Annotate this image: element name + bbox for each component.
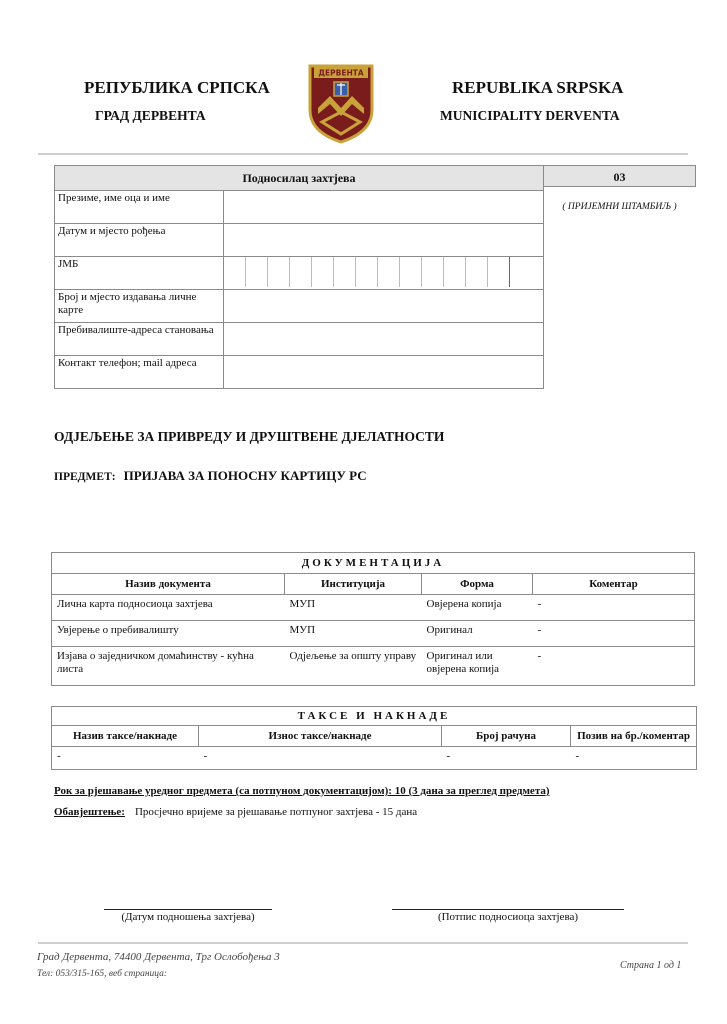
field-label: Број и мјесто издавања личне карте [55, 290, 224, 323]
document-name: Лична карта подносиоца захтјева [52, 595, 285, 621]
fee-account: - [442, 747, 571, 770]
notice-label: Обавјештење: [54, 806, 125, 818]
birth-date-place-field[interactable] [224, 224, 544, 257]
contact-field[interactable] [224, 356, 544, 389]
subject-label: ПРЕДМЕТ: [54, 471, 116, 483]
fee-name: - [52, 747, 199, 770]
date-signature-line[interactable] [104, 909, 272, 910]
jmb-digit-cells [224, 257, 543, 287]
footer-contact: Тел: 053/315-165, веб страница: [37, 969, 168, 979]
footer-divider [38, 942, 688, 944]
field-label: ЈМБ [55, 257, 224, 290]
applicant-row-jmb [55, 257, 544, 290]
footer-address: Град Дервента, 74400 Дервента, Трг Ослобођења 3 [37, 951, 280, 963]
table-row [52, 621, 695, 647]
fee-reference: - [571, 747, 697, 770]
subject-line [54, 468, 367, 484]
document-name: Увјерење о пребивалишту [52, 621, 285, 647]
documentation-table [51, 552, 695, 686]
notice-line [54, 806, 417, 818]
field-label: Презиме, име оца и име [55, 191, 224, 224]
applicant-heading: Подносилац захтјева [55, 166, 544, 191]
document-name: Изјава о заједничком домаћинству - кућна листа [52, 647, 285, 686]
document-institution: МУП [285, 595, 422, 621]
column-header: Број рачуна [442, 726, 571, 747]
document-institution: Одјељење за општу управу [285, 647, 422, 686]
republic-title-cyrillic: РЕПУБЛИКА СРПСКА [84, 78, 270, 97]
column-header: Износ таксе/накнаде [199, 726, 442, 747]
applicant-row-address [55, 323, 544, 356]
department-title: ОДЈЕЉЕЊЕ ЗА ПРИВРЕДУ И ДРУШТВЕНЕ ДЈЕЛАТНОСТИ [54, 429, 445, 444]
signature-label: (Потпис подносиоца захтјева) [437, 911, 579, 923]
fee-amount: - [199, 747, 442, 770]
column-header: Назив таксе/накнаде [52, 726, 199, 747]
id-card-field[interactable] [224, 290, 544, 323]
header-divider [38, 153, 688, 155]
applicant-table [54, 165, 544, 389]
applicant-signature-line[interactable] [392, 909, 624, 910]
field-label: Контакт телефон; mail адреса [55, 356, 224, 389]
city-title-cyrillic: ГРАД ДЕРВЕНТА [95, 108, 206, 123]
fees-title: ТАКСЕ И НАКНАДЕ [52, 707, 697, 726]
field-label: Пребивалиште-адреса становања [55, 323, 224, 356]
applicant-row-name [55, 191, 544, 224]
column-header: Форма [422, 574, 533, 595]
applicant-row-id-card [55, 290, 544, 323]
document-form: Оригинал [422, 621, 533, 647]
table-row [52, 595, 695, 621]
table-row [52, 647, 695, 686]
subject-text: ПРИЈАВА ЗА ПОНОСНУ КАРТИЦУ РС [123, 468, 367, 483]
document-form: Овјерена копија [422, 595, 533, 621]
document-institution: МУП [285, 621, 422, 647]
form-number: 03 [543, 165, 696, 187]
document-comment: - [533, 647, 695, 686]
date-label: (Датум подношења захтјева) [121, 911, 255, 923]
fees-table [51, 706, 697, 770]
stamp-label: ( ПРИЈЕМНИ ШТАМБИЉ ) [562, 202, 677, 212]
column-header: Институција [285, 574, 422, 595]
field-label: Датум и мјесто рођења [55, 224, 224, 257]
column-header: Коментар [533, 574, 695, 595]
crest-text: ДЕРВЕНТА [318, 68, 364, 78]
full-name-field[interactable] [224, 191, 544, 224]
applicant-row-birth [55, 224, 544, 257]
notice-text: Просјечно вријеме за рјешавање потпуног захтјева - 15 дана [134, 806, 418, 818]
republic-title-latin: REPUBLIKA SRPSKA [452, 78, 624, 97]
document-form: Оригинал или овјерена копија [422, 647, 533, 686]
table-row [52, 747, 697, 770]
document-comment: - [533, 621, 695, 647]
deadline-text: Рок за рјешавање уредног предмета (са потпуном документацијом): 10 (3 дана за преглед предмета) [54, 785, 550, 797]
column-header: Назив документа [52, 574, 285, 595]
crest-logo [306, 62, 376, 144]
column-header: Позив на бр./коментар [571, 726, 697, 747]
address-field[interactable] [224, 323, 544, 356]
documentation-title: ДОКУМЕНТАЦИЈА [52, 553, 695, 574]
jmb-field[interactable] [224, 257, 544, 290]
municipality-title-latin: MUNICIPALITY DERVENTA [440, 108, 620, 123]
document-comment: - [533, 595, 695, 621]
page-number: Страна 1 од 1 [620, 960, 682, 971]
applicant-row-contact [55, 356, 544, 389]
